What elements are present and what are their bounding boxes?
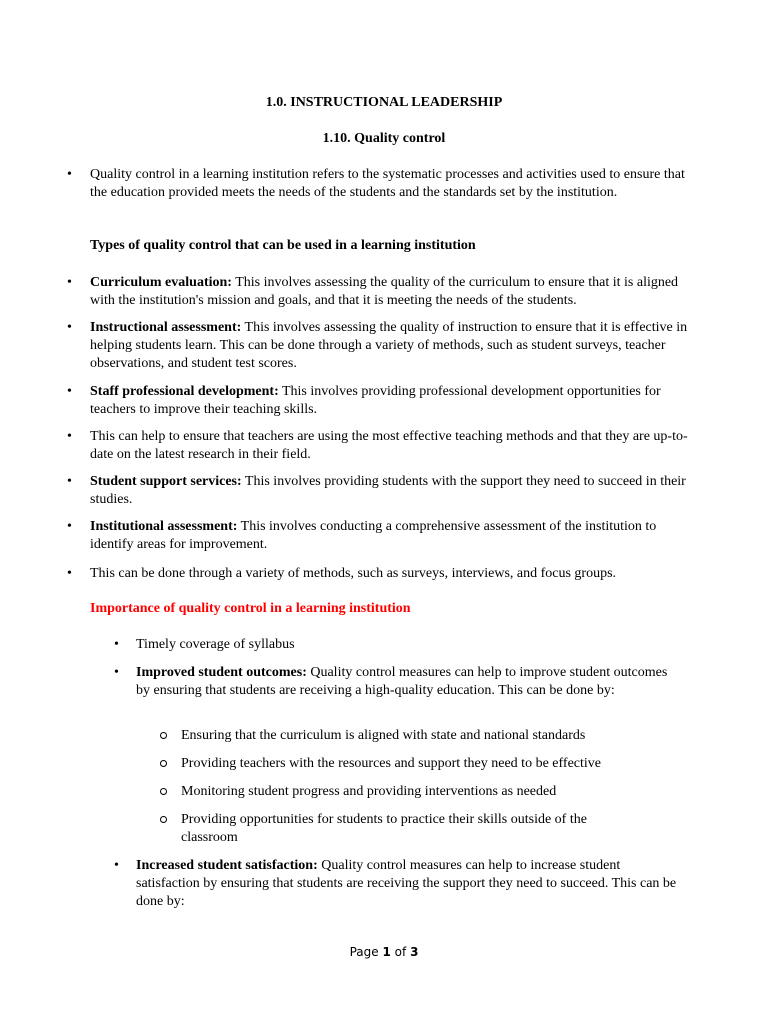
list-item — [136, 636, 696, 654]
page-footer — [0, 943, 768, 961]
bullet-dot: • — [67, 429, 72, 444]
list-item-text: This can be done through a variety of methods, such as surveys, interviews, and focus groups. — [90, 566, 617, 581]
bullet-dot: • — [114, 637, 119, 652]
list-item-term: Institutional assessment: — [90, 519, 238, 534]
list-item — [90, 274, 690, 310]
list-item — [90, 518, 690, 554]
list-item-term: Instructional assessment: — [90, 320, 242, 335]
circle-bullet-icon — [160, 788, 167, 795]
sub-list-item: Providing opportunities for students to practice their skills outside of the classroom — [181, 812, 587, 845]
bullet-dot: • — [67, 519, 72, 534]
list-item-text: This involves providing professional development opportunities for teachers to improve their teaching skills. — [90, 384, 661, 417]
list-item-term: Student support services: — [90, 474, 242, 489]
section-title: 1.0. INSTRUCTIONAL LEADERSHIP — [265, 95, 503, 110]
list-item — [90, 319, 690, 373]
list-item-text: This involves conducting a comprehensive assessment of the institution to identify areas for improvement. — [90, 519, 657, 552]
list-item-text: Quality control measures can help to improve student outcomes by ensuring that students are receiving a high-quality education. This can be done by: — [136, 665, 668, 698]
page-word: Page — [349, 945, 379, 959]
circle-bullet-icon — [160, 732, 167, 739]
bullet-dot: • — [67, 320, 72, 335]
bullet-dot: • — [114, 858, 119, 873]
list-item-term: Improved student outcomes: — [136, 665, 307, 680]
bullet-dot: • — [67, 384, 72, 399]
sub-list-item: Monitoring student progress and providing interventions as needed — [181, 784, 557, 799]
bullet-dot: • — [114, 665, 119, 680]
list-item-term: Staff professional development: — [90, 384, 279, 399]
list-item-text: This can help to ensure that teachers are using the most effective teaching methods and that they are up-to-date on the latest research in their field. — [90, 429, 688, 462]
bullet-dot: • — [67, 275, 72, 290]
bullet-dot: • — [67, 474, 72, 489]
list-item — [90, 473, 690, 509]
sub-list-item: Providing teachers with the resources and support they need to be effective — [181, 756, 601, 771]
page-number: 1 — [382, 945, 391, 959]
list-item — [136, 857, 681, 911]
of-word: of — [394, 945, 407, 959]
list-item — [90, 383, 690, 419]
list-item — [136, 664, 676, 700]
list-item — [90, 565, 710, 583]
bullet-dot: • — [67, 566, 72, 581]
importance-heading: Importance of quality control in a learning institution — [90, 601, 411, 616]
list-item-term: Curriculum evaluation: — [90, 275, 232, 290]
sub-list-item: Ensuring that the curriculum is aligned with state and national standards — [181, 728, 586, 743]
list-item-text: This involves providing students with the support they need to succeed in their studies. — [90, 474, 686, 507]
list-item — [90, 428, 690, 464]
bullet-dot: • — [67, 167, 72, 182]
list-item-term: Increased student satisfaction: — [136, 858, 318, 873]
list-item-text: Timely coverage of syllabus — [136, 637, 295, 652]
types-heading: Types of quality control that can be used in a learning institution — [90, 238, 476, 253]
page-total: 3 — [410, 945, 419, 959]
intro-paragraph: Quality control in a learning institution refers to the systematic processes and activities used to ensure that the education provided meets the needs of the students and the standards set by the institution. — [90, 167, 685, 200]
list-item-text: This involves assessing the quality of instruction to ensure that it is effective in helping students learn. This can be done through a variety of methods, such as student surveys, teacher observations, and student test scores. — [90, 320, 688, 371]
circle-bullet-icon — [160, 760, 167, 767]
circle-bullet-icon — [160, 816, 167, 823]
list-item-text: Quality control measures can help to increase student satisfaction by ensuring that students are receiving the support they need to succeed. This can be done by: — [136, 858, 677, 909]
list-item-text: This involves assessing the quality of the curriculum to ensure that it is aligned with the institution's mission and goals, and that it is meeting the needs of the students. — [90, 275, 679, 308]
subsection-title: 1.10. Quality control — [322, 131, 446, 146]
